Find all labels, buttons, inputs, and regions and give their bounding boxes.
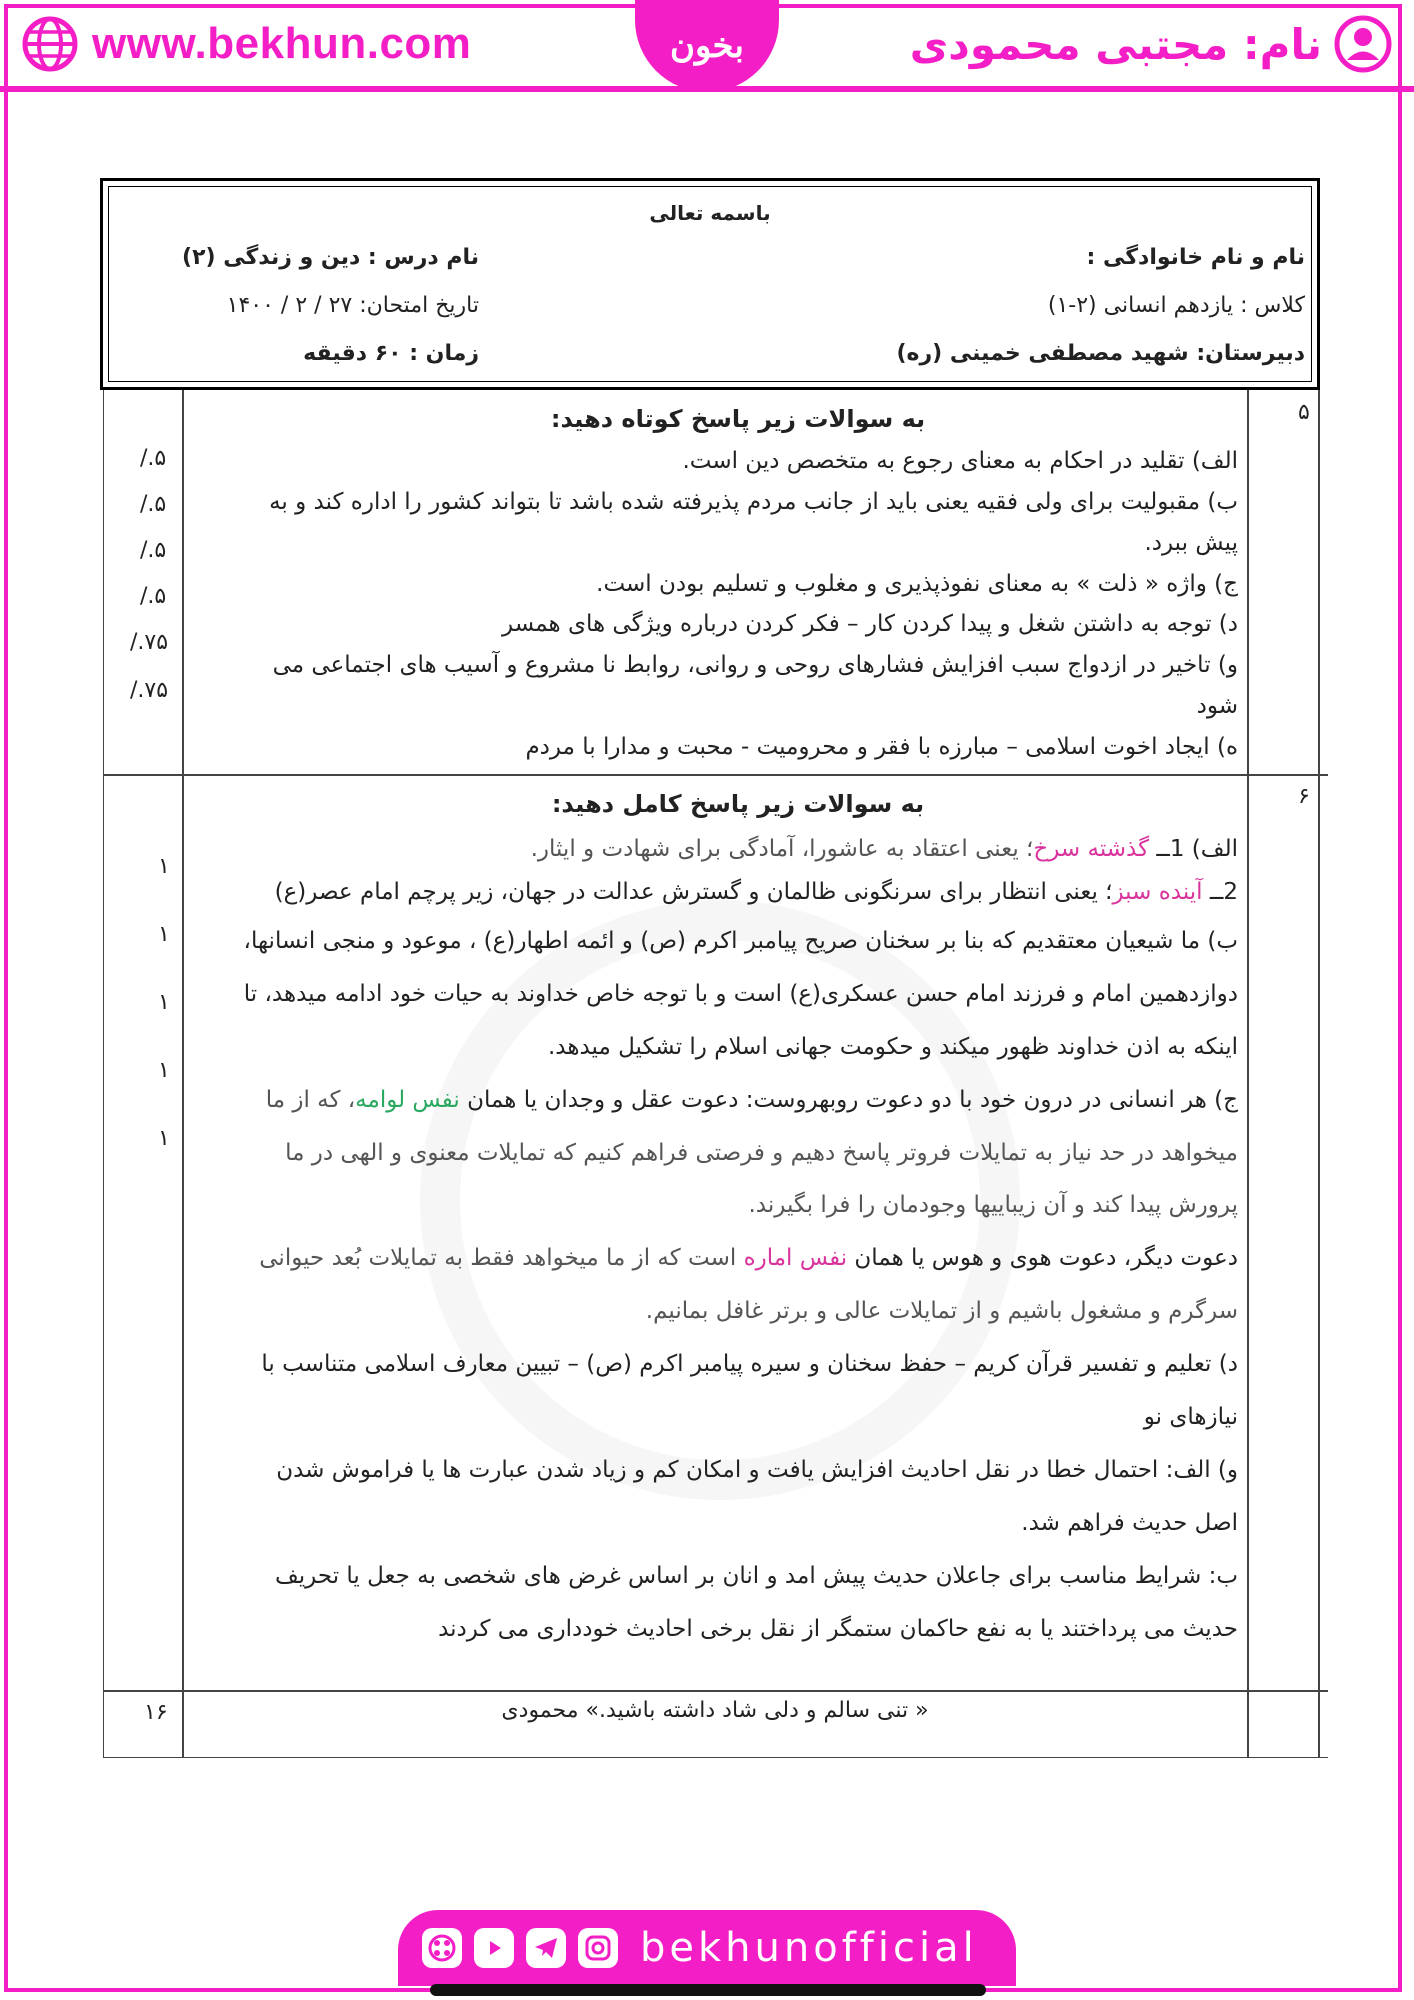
q5-answer-a: الف) تقلید در احکام به معنای رجوع به متخصص دین است. xyxy=(682,447,1238,474)
social-handle: bekhunofficial xyxy=(640,1925,978,1971)
header-divider xyxy=(0,86,1414,92)
youtube-icon[interactable] xyxy=(474,1928,514,1968)
q6-c1-prefix: ج) هر انسانی در درون خود با دو دعوت روبهروست: دعوت عقل و وجدان یا همان xyxy=(459,1086,1238,1113)
q6-answer-a2 xyxy=(238,871,1238,915)
course-label: نام درس : دین و زندگی (۲) xyxy=(182,245,479,270)
q6-answer-e1: و) الف: احتمال خطا در نقل احادیث افزایش یافت و امکان کم و زیاد شدن عبارت ها یا فراموش شدن اصل حدیث فراهم شد. xyxy=(276,1456,1238,1536)
answers-q5 xyxy=(238,398,1238,768)
q6-a2-rest: ؛ یعنی انتظار برای سرنگونی ظالمان و گسترش عدالت در جهان، زیر پرچم امام عصر(ع) xyxy=(274,879,1113,906)
class-label: کلاس : یازدهم انسانی (۲-۱) xyxy=(1047,293,1305,318)
score-q6-a1: ۱ xyxy=(158,854,170,879)
author-name xyxy=(910,14,1392,74)
q5-answer-b: ب) مقبولیت برای ولی فقیه یعنی باید از جانب مردم پذیرفته شده باشد تا بتواند کشور را اداره کند و به پیش ببرد. xyxy=(269,488,1238,556)
question-number-5: ۵ xyxy=(1298,400,1310,425)
q6-a2-key: آینده سبز xyxy=(1112,879,1203,906)
telegram-icon[interactable] xyxy=(526,1928,566,1968)
brand-logo xyxy=(635,0,779,92)
score-q5-e: /.۷۵ xyxy=(130,630,169,655)
top-header xyxy=(0,0,1414,95)
exam-date: تاریخ امتحان: ۲۷ / ۲ / ۱۴۰۰ xyxy=(226,293,479,318)
author-name-text: نام: مجتبی محمودی xyxy=(909,19,1322,69)
q6-c2-key: نفس اماره xyxy=(743,1245,848,1272)
q6-answer-c1 xyxy=(238,1074,1238,1233)
score-q6-c: ۱ xyxy=(158,1058,170,1083)
q5-answer-d: د) توجه به داشتن شغل و پیدا کردن کار – فکر کردن درباره ویژگی های همسر xyxy=(502,611,1238,638)
q6-c2-prefix: دعوت دیگر، دعوت هوی و هوس یا همان xyxy=(847,1245,1238,1272)
logo-text: بخون xyxy=(670,26,744,66)
globe-icon xyxy=(22,16,78,72)
q6-a1-key: گذشته سرخ xyxy=(1033,835,1150,862)
score-q6-d: ۱ xyxy=(158,1126,170,1151)
exam-info-inner xyxy=(108,186,1312,382)
q5-heading: به سوالات زیر پاسخ کوتاه دهید: xyxy=(550,405,926,433)
q5-answer-f: ه) ایجاد اخوت اسلامی – مبارزه با فقر و محرومیت - محبت و مدارا با مردم xyxy=(525,734,1238,761)
score-q5-b: /.۵ xyxy=(140,492,167,517)
user-icon xyxy=(1334,15,1392,73)
q5-answer-c: ج) واژه « ذلت » به معنای نفوذپذیری و مغلوب و تسلیم بودن است. xyxy=(596,570,1238,597)
q6-answer-b: ب) ما شیعیان معتقدیم که بنا بر سخنان صریح پیامبر اکرم (ص) و ائمه اطهار(ع) ، موعود و منجی انسانها، دوازدهمین امام و فرزند امام حسن عسکری(ع) است و با توجه خاص خداوند به حیات خود ادامه میدهد، تا اینکه به اذن خداوند ظهور میکند و حکومت جهانی اسلام را تشکیل میدهد. xyxy=(243,927,1238,1060)
q6-heading: به سوالات زیر پاسخ کامل دهید: xyxy=(551,790,925,818)
q6-a1-rest: ؛ یعنی اعتقاد به عاشورا، آمادگی برای شهادت و ایثار. xyxy=(530,835,1034,862)
website-link[interactable] xyxy=(22,16,471,72)
row-divider-q5-q6 xyxy=(103,774,1328,776)
exam-title: باسمه تعالی xyxy=(649,201,771,225)
q5-answer-e: و) تاخیر در ازدواج سبب افزایش فشارهای روحی و روانی، روابط نا مشروع و آسیب های اجتماعی می شود xyxy=(272,652,1238,720)
answers-q6 xyxy=(238,782,1238,1655)
exam-info-box xyxy=(100,178,1320,390)
number-column-divider xyxy=(1247,390,1249,1758)
q6-answer-e2: ب: شرایط مناسب برای جاعلان حدیث پیش امد و انان بر اساس غرض های شخصی به جعل یا تحریف حدیث می پرداختند یا به نفع حاکمان ستمگر از نقل برخی احادیث خودداری می کردند xyxy=(274,1562,1238,1642)
q6-c1-key: نفس لوامه xyxy=(355,1086,460,1113)
school-label: دبیرستان: شهید مصطفی خمینی (ره) xyxy=(896,341,1305,366)
score-q5-d: /.۵ xyxy=(140,584,167,609)
closing-message: « تنی سالم و دلی شاد داشته باشید.» محمودی xyxy=(501,1698,929,1723)
q6-c2-rest: است که از ما میخواهد فقط به تمایلات بُعد حیوانی سرگرم و مشغول باشیم و از تمایلات عالی و برتر غافل بمانیم. xyxy=(259,1245,1238,1325)
social-bar-shadow xyxy=(430,1984,986,1996)
website-url: www.bekhun.com xyxy=(92,19,472,68)
score-q5-a: /.۵ xyxy=(140,446,167,471)
table-right-edge xyxy=(1318,390,1320,1758)
social-icons xyxy=(422,1928,630,1968)
total-score: ۱۶ xyxy=(144,1700,168,1725)
score-q6-b: ۱ xyxy=(158,990,170,1015)
score-q5-c: /.۵ xyxy=(140,538,167,563)
score-q5-f: /.۷۵ xyxy=(130,678,169,703)
instagram-icon[interactable] xyxy=(578,1928,618,1968)
q6-c1-rest: ، که از ما میخواهد در حد نیاز به تمایلات فروتر پاسخ دهیم و فرصتی فراهم کنیم که تمایلات معنوی و الهی در ما پرورش پیدا کند و آن زیباییها وجودمان را فرا بگیرند. xyxy=(265,1086,1238,1219)
q6-answer-a1 xyxy=(238,828,1238,872)
exam-duration: زمان : ۶۰ دقیقه xyxy=(303,341,479,366)
row-divider-footer xyxy=(103,1690,1328,1692)
q6-a1-prefix: الف) 1ــ xyxy=(1149,835,1238,862)
q6-answer-d: د) تعلیم و تفسیر قرآن کریم – حفظ سخنان و سیره پیامبر اکرم (ص) – تبیین معارف اسلامی متناسب با نیازهای نو xyxy=(261,1351,1238,1430)
q6-a2-prefix: 2ــ xyxy=(1202,879,1238,906)
q6-answer-c2 xyxy=(238,1232,1238,1338)
social-bar[interactable] xyxy=(398,1910,1016,1986)
question-number-6: ۶ xyxy=(1298,784,1310,809)
score-q6-a2: ۱ xyxy=(158,922,170,947)
student-name-label: نام و نام خانوادگی : xyxy=(1086,245,1305,270)
aparat-icon[interactable] xyxy=(422,1928,462,1968)
